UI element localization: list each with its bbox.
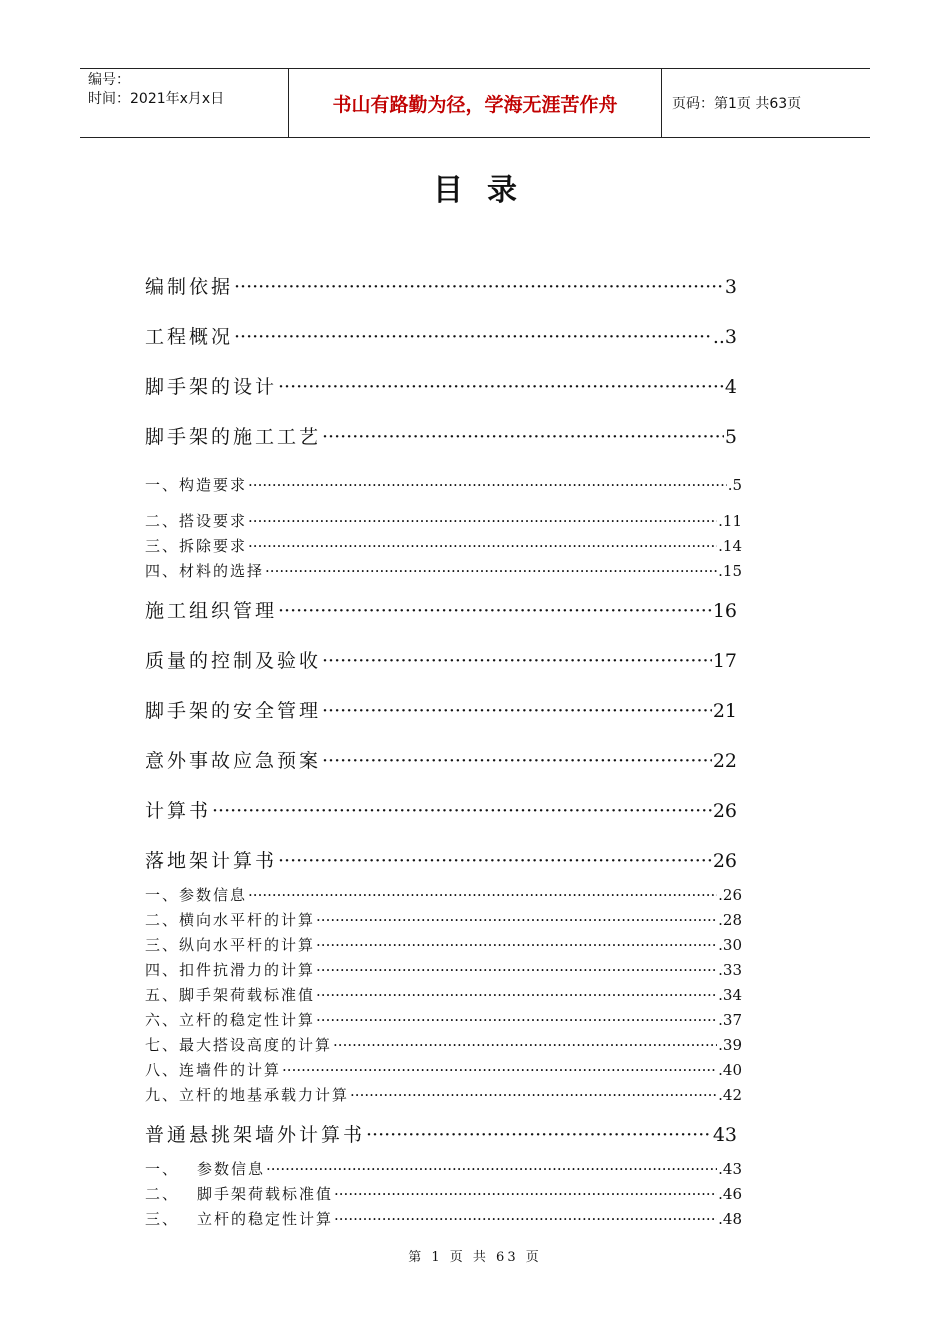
- toc-entry[interactable]: [145, 1183, 742, 1204]
- toc-entry-index: 八、: [145, 1061, 180, 1079]
- toc-entry-text: 拆除要求: [179, 537, 248, 555]
- toc-entry-index: 一、: [145, 886, 180, 904]
- toc-entry[interactable]: [145, 510, 742, 531]
- toc-page-number: 43: [712, 1124, 737, 1146]
- document-date: 时间：2021年x月x日: [88, 91, 225, 107]
- toc-entry-text: 工程概况: [145, 326, 234, 348]
- toc-entry-title: [145, 474, 247, 495]
- toc-entry[interactable]: [145, 1084, 742, 1105]
- toc-entry-index: 五、: [145, 986, 180, 1004]
- toc-page-number: 16: [712, 600, 737, 622]
- toc-entry-title: [145, 1009, 315, 1030]
- toc-entry-title: [145, 959, 315, 980]
- toc-entry[interactable]: [145, 934, 742, 955]
- toc-entry-text: 意外事故应急预案: [145, 750, 322, 772]
- toc-entry-title: [145, 1208, 333, 1229]
- toc-entry-title: [145, 1120, 365, 1147]
- toc-page-number: 17: [712, 650, 737, 672]
- toc-entry-text: 计算书: [145, 800, 212, 822]
- toc-entry-index: 一、: [145, 476, 180, 494]
- toc-entry-text: 参数信息: [179, 886, 248, 904]
- toc-entry-index: 一、: [145, 1160, 180, 1178]
- toc-entry-text: 施工组织管理: [145, 600, 278, 622]
- toc-entry-title: [145, 909, 315, 930]
- toc-entry-text: 质量的控制及验收: [145, 650, 322, 672]
- toc-entry-index: 二、: [145, 512, 180, 530]
- toc-leader-dots: [248, 537, 717, 555]
- toc-page-number: .43: [718, 1160, 742, 1178]
- toc-entry-index: 三、: [145, 537, 180, 555]
- toc-leader-dots: [248, 476, 727, 494]
- toc-entry[interactable]: [145, 596, 737, 623]
- page-header: [80, 68, 870, 138]
- toc-page-number: 21: [712, 700, 737, 722]
- toc-entry[interactable]: [145, 959, 742, 980]
- toc-leader-dots: [316, 936, 717, 954]
- toc-entry-index: 七、: [145, 1036, 180, 1054]
- toc-page-number: 26: [712, 800, 737, 822]
- toc-leader-dots: [248, 512, 717, 530]
- toc-entry-title: [145, 1183, 333, 1204]
- toc-entry-title: [145, 1084, 349, 1105]
- toc-leader-dots: [350, 1086, 717, 1104]
- toc-leader-dots: [316, 911, 717, 929]
- toc-entry-text: 脚手架荷载标准值: [179, 986, 316, 1004]
- header-meta: [80, 69, 288, 137]
- toc-entry[interactable]: [145, 560, 742, 581]
- toc-entry-title: [145, 884, 247, 905]
- toc-entry[interactable]: [145, 422, 737, 449]
- toc-leader-dots: [322, 700, 712, 722]
- toc-entry-title: [145, 372, 277, 399]
- toc-leader-dots: [278, 376, 724, 398]
- toc-entry-text: 脚手架的设计: [145, 376, 278, 398]
- toc-entry-title: [145, 696, 321, 723]
- toc-entry-title: [145, 535, 247, 556]
- toc-page-number: .33: [718, 961, 742, 979]
- toc-entry-title: [145, 846, 277, 873]
- toc-page-number: .11: [718, 512, 742, 530]
- toc-entry-text: 纵向水平杆的计算: [179, 936, 316, 954]
- toc-entry-text: 横向水平杆的计算: [179, 911, 316, 929]
- toc-entry-text: 脚手架的施工工艺: [145, 426, 322, 448]
- toc-entry-index: 六、: [145, 1011, 180, 1029]
- toc-page-number: .46: [718, 1185, 742, 1203]
- toc-entry[interactable]: [145, 846, 737, 873]
- toc-page-number: .30: [718, 936, 742, 954]
- toc-page-number: .34: [718, 986, 742, 1004]
- toc-entry-text: 立杆的稳定性计算: [179, 1011, 316, 1029]
- toc-page-number: 26: [712, 850, 737, 872]
- toc-leader-dots: [278, 600, 712, 622]
- toc-leader-dots: [322, 650, 712, 672]
- toc-page-number: 22: [712, 750, 737, 772]
- toc-entry-title: [145, 796, 211, 823]
- toc-page-number: .14: [718, 537, 742, 555]
- toc-entry-index: 三、: [145, 936, 180, 954]
- toc-leader-dots: [334, 1185, 717, 1203]
- toc-entry[interactable]: [145, 1120, 737, 1147]
- document-number-label: 编号：: [88, 72, 130, 88]
- toc-page-number: ..3: [712, 326, 737, 348]
- header-page-info: 页码：第1页 共63页: [672, 96, 802, 112]
- toc-entry-index: 四、: [145, 562, 180, 580]
- toc-entry-title: [145, 646, 321, 673]
- toc-leader-dots: [366, 1124, 712, 1146]
- toc-page-number: .28: [718, 911, 742, 929]
- toc-entry[interactable]: [145, 884, 742, 905]
- toc-page-number: 4: [724, 376, 737, 398]
- toc-entry-text: 普通悬挑架墙外计算书: [145, 1124, 366, 1146]
- toc-entry-title: [145, 934, 315, 955]
- toc-entry-text: 立杆的地基承载力计算: [179, 1086, 350, 1104]
- toc-leader-dots: [266, 1160, 717, 1178]
- toc-entry-title: [145, 1158, 265, 1179]
- toc-entry[interactable]: [145, 372, 737, 399]
- toc-entry[interactable]: [145, 1009, 742, 1030]
- toc-entry-text: 落地架计算书: [145, 850, 278, 872]
- toc-entry-text: 材料的选择: [179, 562, 265, 580]
- toc-leader-dots: [316, 1011, 717, 1029]
- toc-leader-dots: [334, 1210, 717, 1228]
- toc-entry[interactable]: [145, 909, 742, 930]
- toc-entry-title: [145, 746, 321, 773]
- toc-leader-dots: [316, 986, 717, 1004]
- toc-entry-text: 搭设要求: [179, 512, 248, 530]
- toc-entry-title: [145, 422, 321, 449]
- toc-entry-title: [145, 322, 233, 349]
- toc-leader-dots: [322, 750, 712, 772]
- toc-entry-title: [145, 560, 264, 581]
- toc-entry-index: 二、: [145, 1185, 180, 1203]
- toc-entry-title: [145, 1034, 332, 1055]
- toc-page-number: .39: [718, 1036, 742, 1054]
- toc-entry[interactable]: [145, 1208, 742, 1229]
- toc-entry[interactable]: [145, 646, 737, 673]
- toc-leader-dots: [322, 426, 724, 448]
- toc-entry-text: 连墙件的计算: [179, 1061, 282, 1079]
- toc-page-number: .15: [718, 562, 742, 580]
- toc-entry[interactable]: [145, 1158, 742, 1179]
- toc-entry-title: [145, 1059, 281, 1080]
- page-title: 目录: [433, 173, 541, 208]
- toc-page-number: .40: [718, 1061, 742, 1079]
- toc-leader-dots: [333, 1036, 717, 1054]
- toc-page-number: .5: [727, 476, 742, 494]
- toc-entry[interactable]: [145, 1059, 742, 1080]
- toc-entry-title: [145, 510, 247, 531]
- toc-entry-text: 扣件抗滑力的计算: [179, 961, 316, 979]
- toc-entry-text: 构造要求: [179, 476, 248, 494]
- toc-leader-dots: [278, 850, 712, 872]
- toc-leader-dots: [265, 562, 717, 580]
- toc-page-number: .48: [718, 1210, 742, 1228]
- toc-page-number: .42: [718, 1086, 742, 1104]
- toc-entry[interactable]: [145, 272, 737, 299]
- page-footer: 第 1 页 共 63 页: [408, 1250, 542, 1265]
- toc-entry-text: 立杆的稳定性计算: [197, 1210, 334, 1228]
- toc-entry[interactable]: [145, 984, 742, 1005]
- toc-entry[interactable]: [145, 322, 737, 349]
- toc-leader-dots: [212, 800, 712, 822]
- toc-page-number: 5: [724, 426, 737, 448]
- toc-entry-index: 三、: [145, 1210, 180, 1228]
- toc-entry-text: 编制依据: [145, 276, 234, 298]
- toc-entry[interactable]: [145, 1034, 742, 1055]
- toc-leader-dots: [234, 276, 724, 298]
- toc-page-number: .26: [718, 886, 742, 904]
- toc-entry[interactable]: [145, 535, 742, 556]
- toc-page-number: 3: [724, 276, 737, 298]
- toc-entry-text: 脚手架荷载标准值: [197, 1185, 334, 1203]
- toc-entry-index: 二、: [145, 911, 180, 929]
- toc-entry-index: 九、: [145, 1086, 180, 1104]
- toc-entry-title: [145, 984, 315, 1005]
- toc-entry-title: [145, 272, 233, 299]
- toc-entry-text: 最大搭设高度的计算: [179, 1036, 333, 1054]
- toc-leader-dots: [316, 961, 717, 979]
- toc-entry[interactable]: [145, 746, 737, 773]
- toc-page-number: .37: [718, 1011, 742, 1029]
- toc-entry[interactable]: [145, 696, 737, 723]
- toc-entry-text: 脚手架的安全管理: [145, 700, 322, 722]
- toc-entry-title: [145, 596, 277, 623]
- toc-leader-dots: [234, 326, 712, 348]
- toc-entry[interactable]: [145, 474, 742, 495]
- header-motto: 书山有路勤为径，学海无涯苦作舟: [288, 69, 662, 137]
- toc-leader-dots: [282, 1061, 717, 1079]
- toc-entry-index: 四、: [145, 961, 180, 979]
- toc-entry[interactable]: [145, 796, 737, 823]
- toc-leader-dots: [248, 886, 717, 904]
- toc-entry-text: 参数信息: [197, 1160, 266, 1178]
